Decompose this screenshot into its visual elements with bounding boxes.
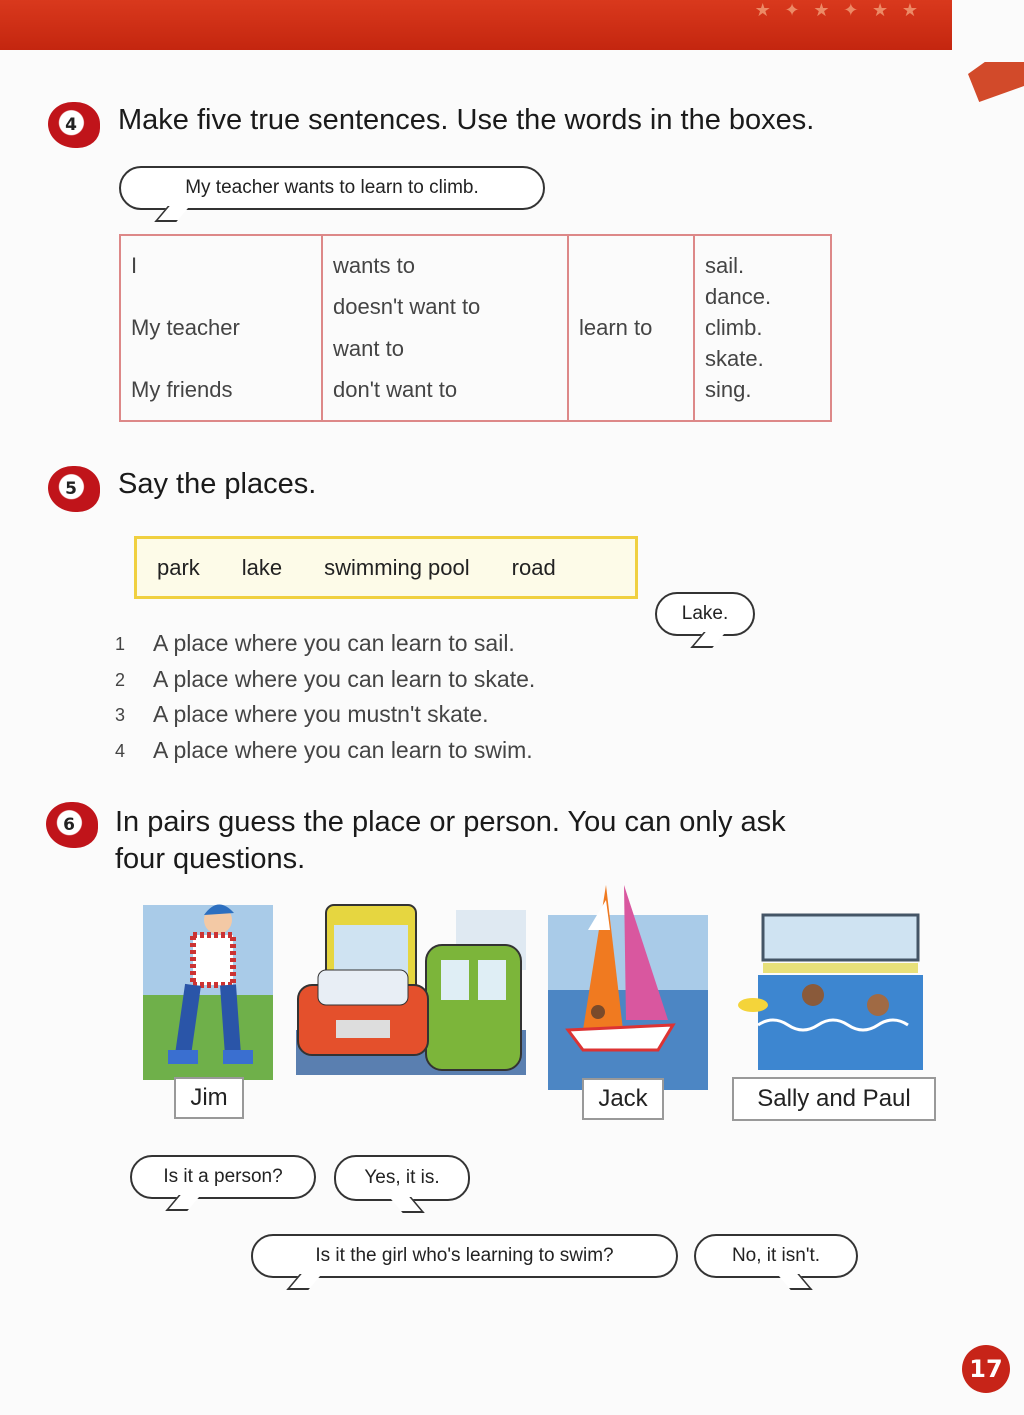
place-word: swimming pool: [324, 554, 470, 580]
speech-bubble-question: Is it the girl who's learning to swim?: [251, 1234, 678, 1278]
answer-speech-bubble: Lake.: [655, 592, 755, 636]
place-word: park: [157, 554, 200, 580]
exercise-6-instruction: [115, 804, 786, 878]
road-illustration: [296, 900, 526, 1075]
word: sing.: [705, 377, 752, 402]
word: don't want to: [333, 376, 458, 402]
skater-illustration: [138, 895, 278, 1080]
sailboat-illustration: [548, 880, 708, 1090]
word: wants to: [333, 253, 415, 278]
page-number: 17: [962, 1345, 1010, 1393]
word: dance.: [705, 284, 772, 309]
speech-bubble-answer: Yes, it is.: [334, 1155, 470, 1201]
list-item: [115, 630, 535, 666]
swimming-pool-illustration: [738, 905, 923, 1070]
item-number: 3: [115, 705, 126, 725]
word: doesn't want to: [333, 294, 481, 320]
item-text: A place where you mustn't skate.: [153, 701, 489, 727]
places-word-box: [134, 536, 638, 599]
word: My friends: [131, 377, 233, 402]
header-banner: [0, 0, 952, 50]
word: I: [131, 253, 138, 278]
word: learn to: [579, 315, 653, 340]
list-item: [115, 666, 535, 702]
exercise-number-badge: 5: [48, 466, 100, 512]
list-item: [115, 737, 535, 773]
instruction-line: four questions.: [115, 843, 306, 875]
person-label: Jack: [582, 1078, 664, 1120]
item-number: 2: [115, 669, 126, 690]
place-word: lake: [241, 554, 283, 580]
exercise-number-badge: 4: [48, 102, 100, 148]
word-table: [119, 234, 832, 422]
word: want to: [333, 335, 404, 361]
stars-decoration: ★ ✦ ★ ✦ ★ ★: [754, 0, 922, 21]
word: skate.: [705, 346, 764, 371]
word: sail.: [705, 253, 745, 278]
example-speech-bubble: My teacher wants to learn to climb.: [119, 166, 545, 210]
person-label: Sally and Paul: [732, 1077, 936, 1121]
instruction-line: In pairs guess the place or person. You can only ask: [115, 806, 786, 838]
corner-decoration: [968, 62, 1024, 102]
exercise-4-instruction: Make five true sentences. Use the words in the boxes.: [118, 104, 815, 136]
list-item: [115, 701, 535, 737]
exercise-number-badge: 6: [46, 802, 98, 848]
item-text: A place where you can learn to swim.: [153, 736, 533, 763]
speech-bubble-question: Is it a person?: [130, 1155, 316, 1199]
item-text: A place where you can learn to skate.: [153, 665, 536, 692]
place-word: road: [511, 554, 556, 580]
person-label: Jim: [174, 1077, 244, 1119]
item-text: A place where you can learn to sail.: [153, 630, 515, 656]
word: My teacher: [131, 315, 240, 340]
exercise-5-instruction: Say the places.: [118, 468, 317, 500]
word: climb.: [705, 315, 763, 340]
item-number: 1: [115, 634, 126, 654]
question-list: [115, 630, 535, 772]
item-number: 4: [115, 740, 126, 761]
speech-bubble-answer: No, it isn't.: [694, 1234, 858, 1278]
